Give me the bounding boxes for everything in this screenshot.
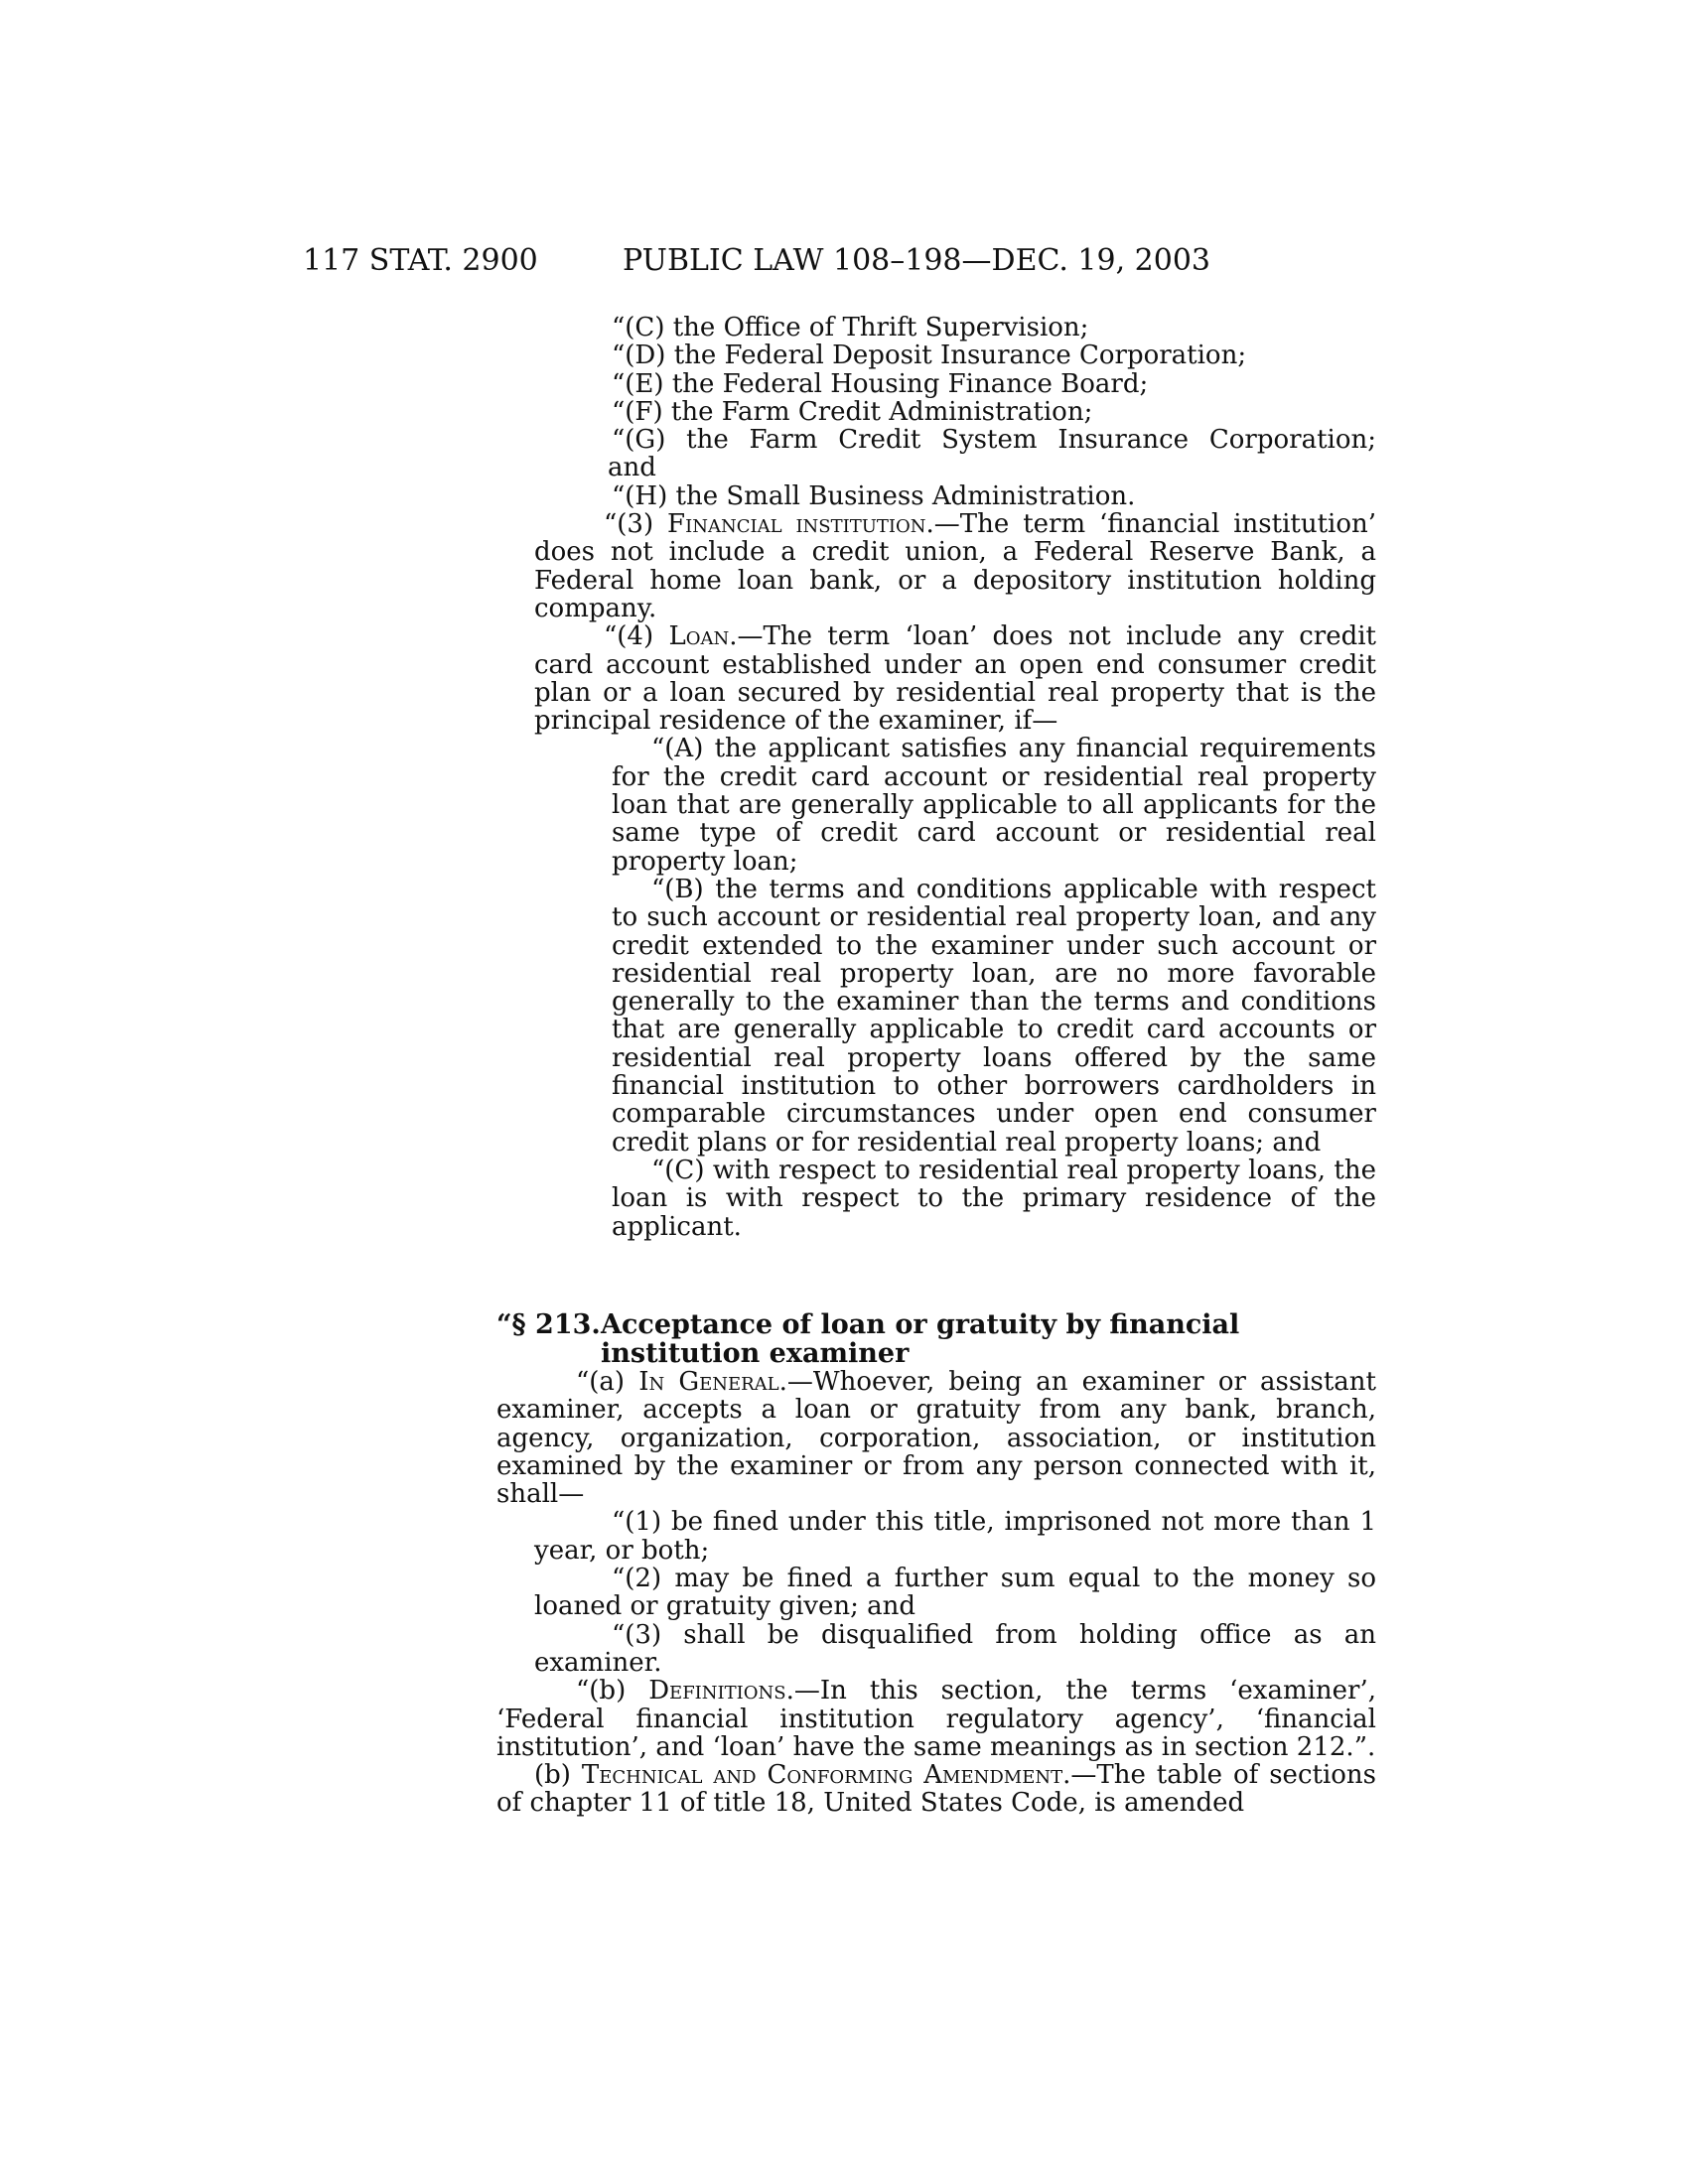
subparagraph-b: “(B) the terms and conditions applicable with respect to such account or residential real property loan, and any credit extended to the examiner under such account or residential real property loan, are no more favorable generally to the examiner than the terms and conditions that are generally applicable to credit card accounts or residential real property loans offered by the same financial institution to other borrowers cardholders in comparable circumstances under open end consumer credit plans or for residential real property loans; and xyxy=(612,874,1376,1158)
paragraph-3 xyxy=(496,510,1376,622)
subsection-a-3: “(3) shall be disqualified from holding office as an examiner. xyxy=(534,1619,1376,1678)
agency-item: “(F) the Farm Credit Administration; xyxy=(612,396,1093,427)
subparagraph-a: “(A) the applicant satisfies any financial requirements for the credit card account or residential real property loan that are generally applicable to all applicants for the same type of credit card account or residential real property loan; xyxy=(612,734,1376,877)
agency-item: “(C) the Office of Thrift Supervision; xyxy=(612,313,1089,342)
paragraph-4-number: “(4) xyxy=(604,621,654,652)
agency-item-g-and: and xyxy=(608,453,656,483)
subsection-b-term: Definitions xyxy=(648,1676,786,1706)
body-text-upper xyxy=(496,314,1376,1241)
statute-page-number: 117 STAT. 2900 xyxy=(303,243,538,278)
agency-item: “(E) the Federal Housing Finance Board; xyxy=(612,368,1149,399)
agency-item: “(D) the Federal Deposit Insurance Corporation; xyxy=(612,341,1247,371)
section-symbol: “§ 213. xyxy=(496,1309,601,1340)
subsection-a-text: .—Whoever, being an examiner or assistant examiner, accepts a loan or gratuity from any bank, branch, agency, organization, corporation, association, or institution examined by the examiner or from any person connected with it, shall— xyxy=(496,1367,1376,1510)
amendment-b-term: Technical and Conforming Amendment xyxy=(581,1760,1063,1791)
running-title: PUBLIC LAW 108–198—DEC. 19, 2003 xyxy=(623,243,1211,278)
paragraph-3-term: Financial institution xyxy=(667,509,926,540)
subsection-b xyxy=(496,1677,1376,1761)
subsection-a-2: “(2) may be fined a further sum equal to the money so loaned or gratuity given; and xyxy=(534,1564,1376,1622)
paragraph-4-text: .—The term ‘loan’ does not include any credit card account established under an open end consumer credit plan or a loan secured by residential real property that is the principal residence of the examiner, if— xyxy=(534,621,1377,737)
paragraph-4-term: Loan xyxy=(668,621,730,652)
body-text-lower xyxy=(496,1310,1376,1818)
paragraph-4 xyxy=(496,622,1376,735)
amendment-b xyxy=(496,1761,1376,1818)
subsection-b-number: “(b) xyxy=(576,1676,627,1706)
amendment-b-text: .—The table of sections of chapter 11 of title 18, United States Code, is amended xyxy=(496,1760,1377,1819)
amendment-b-number: (b) xyxy=(534,1760,571,1791)
subparagraph-c: “(C) with respect to residential real property loans, the loan is with respect to the primary residence of the applicant. xyxy=(612,1155,1376,1242)
subsection-a-term: In General xyxy=(638,1367,779,1397)
section-title: Acceptance of loan or gratuity by financial institution examiner xyxy=(601,1309,1240,1369)
paragraph-3-text: .—The term ‘financial institution’ does not include a credit union, a Federal Reserve Bank, a Federal home loan bank, or a depository institution holding company. xyxy=(534,509,1377,623)
subsection-a-number: “(a) xyxy=(576,1367,626,1397)
subsection-a-1: “(1) be fined under this title, imprisoned not more than 1 year, or both; xyxy=(534,1507,1376,1566)
subsection-b-text: .—In this section, the terms ‘examiner’, ‘Federal financial institution regulatory agency’, ‘financial institution’, and ‘loan’ have the same meanings as in section 212.”. xyxy=(496,1676,1377,1762)
agency-item-h: “(H) the Small Business Administration. xyxy=(612,480,1136,511)
section-heading xyxy=(496,1310,1376,1368)
agency-item-g: “(G) the Farm Credit System Insurance Corporation; xyxy=(612,425,1376,456)
subsection-a xyxy=(496,1368,1376,1508)
paragraph-3-number: “(3) xyxy=(604,509,654,540)
